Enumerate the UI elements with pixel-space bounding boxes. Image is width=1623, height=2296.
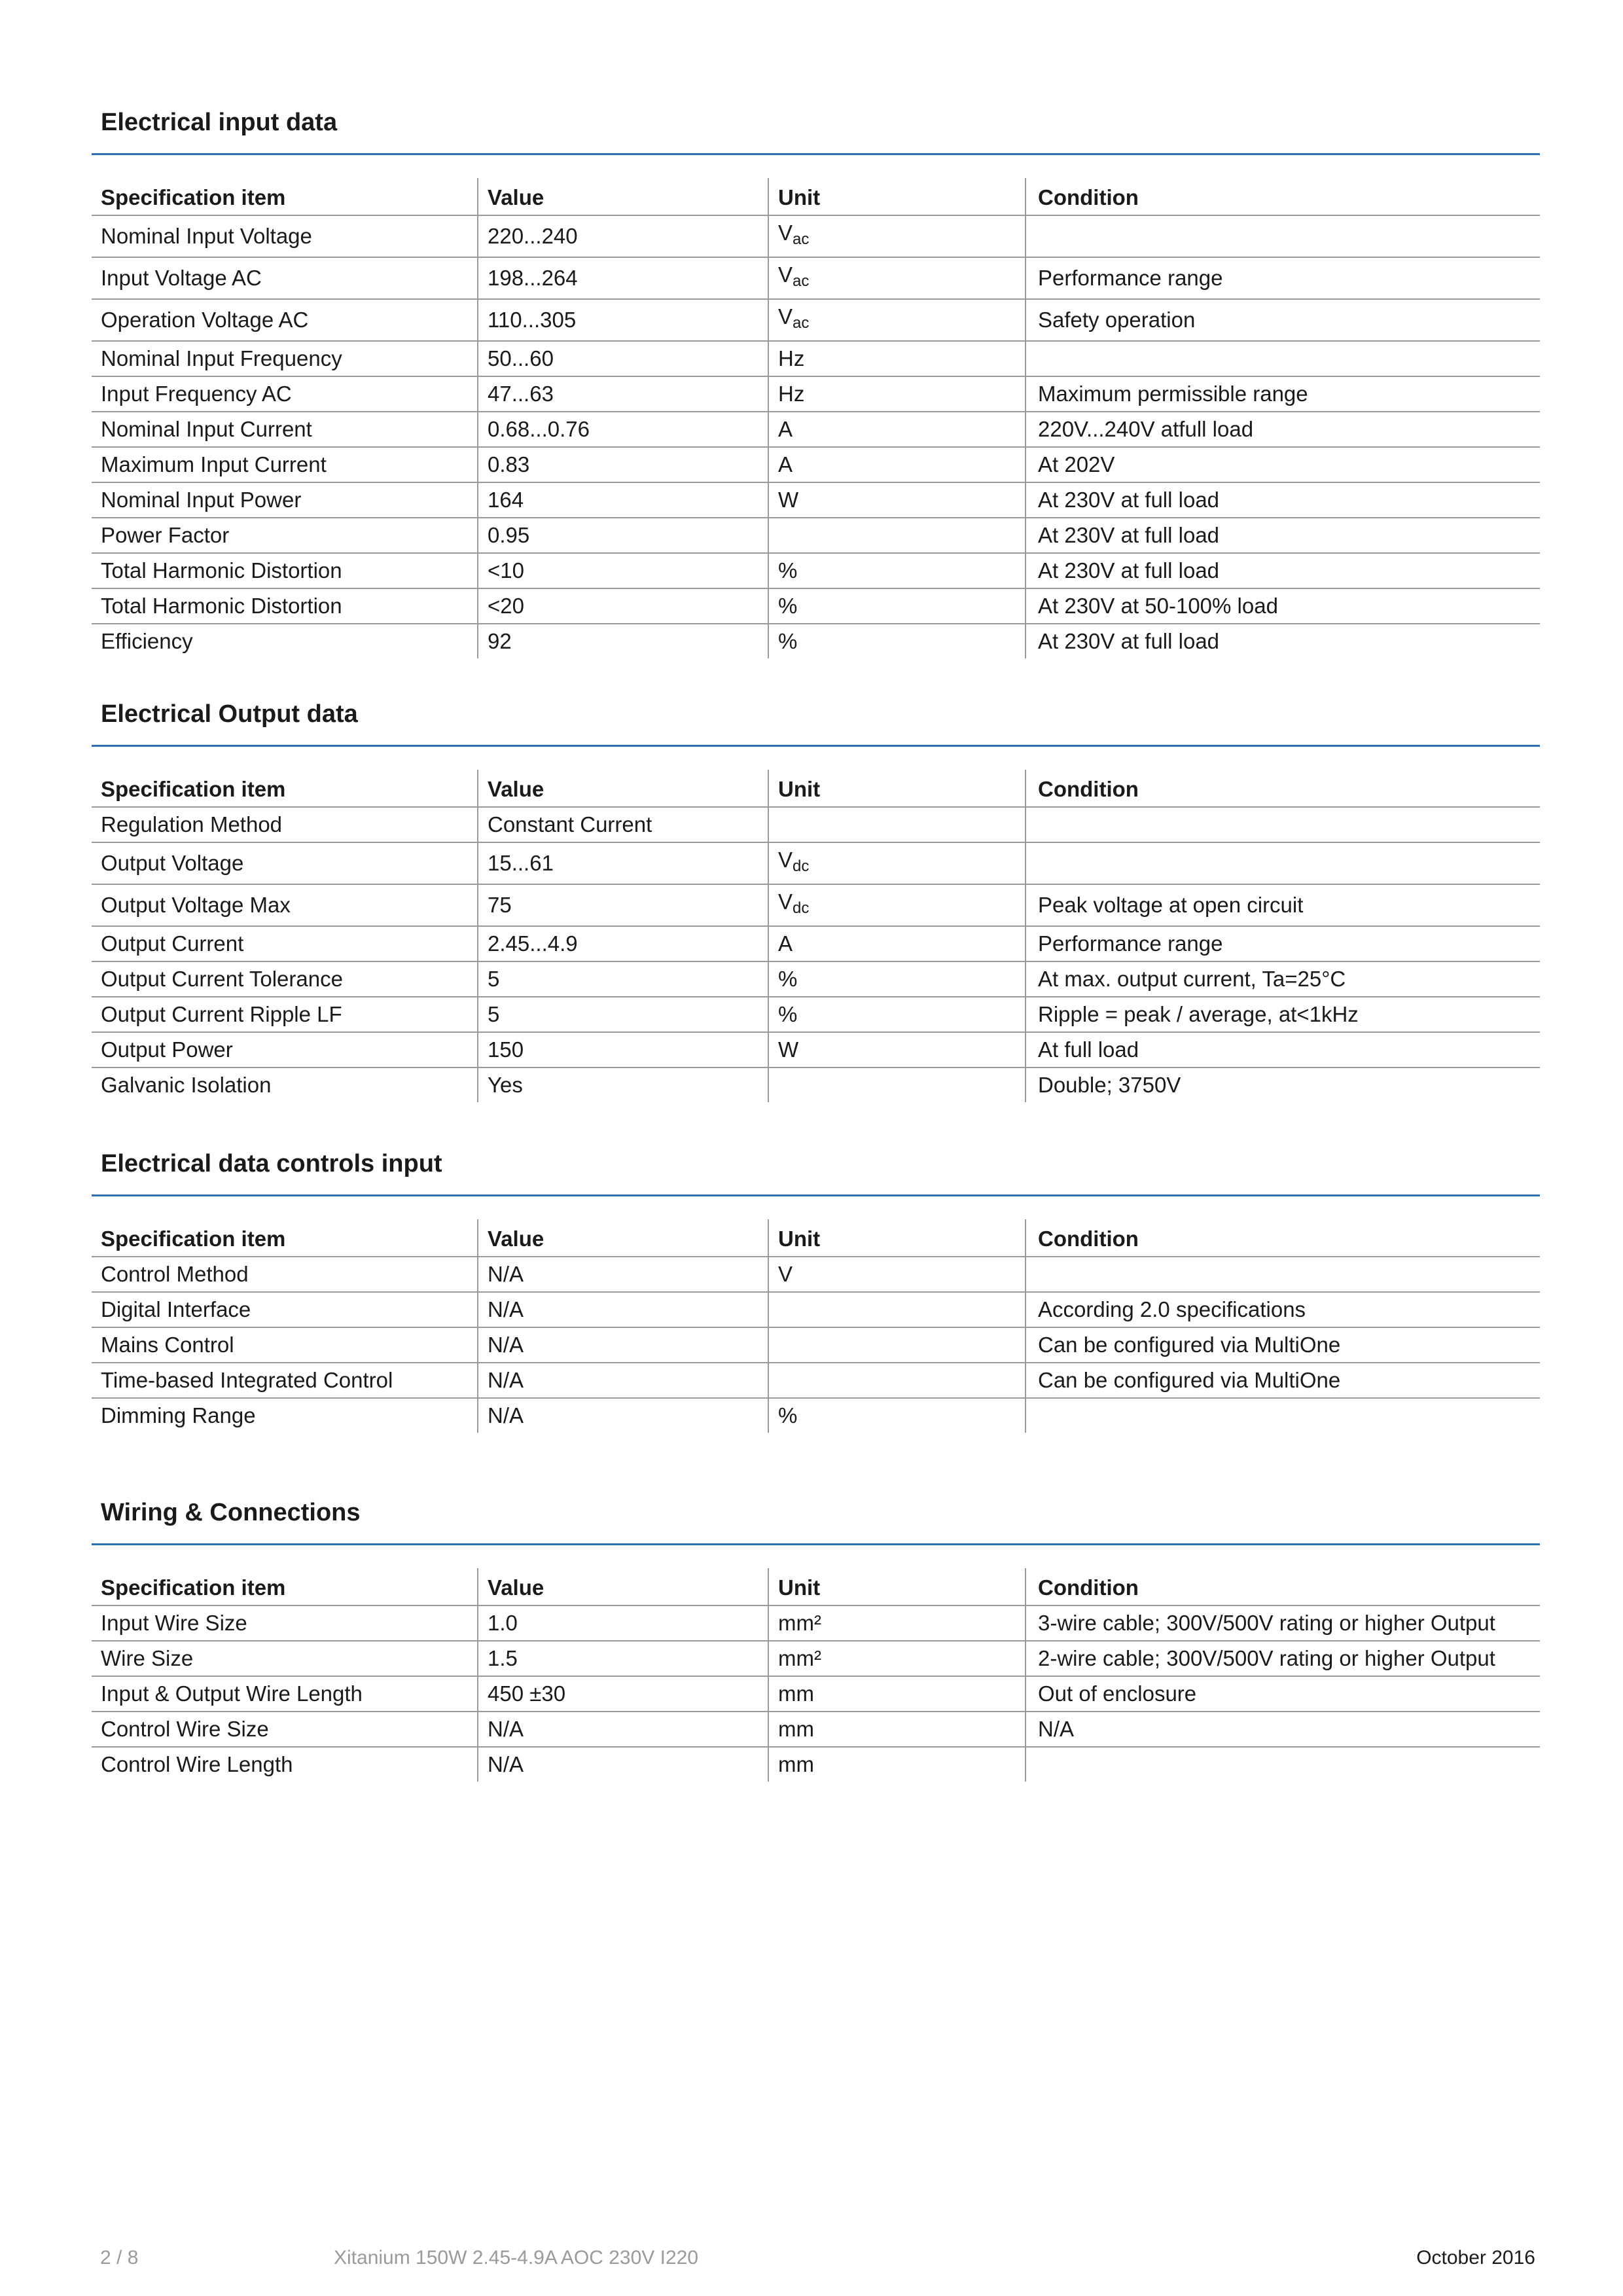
- cell-spec-item: Output Current Tolerance: [92, 961, 478, 997]
- cell-value: 1.0: [478, 1605, 768, 1641]
- cell-unit: Hz: [768, 341, 1026, 376]
- column-header-unit: Unit: [768, 1568, 1026, 1605]
- section-divider: [92, 1543, 1540, 1545]
- cell-spec-item: Mains Control: [92, 1327, 478, 1363]
- cell-value: 75: [478, 884, 768, 926]
- table-row: [92, 624, 1540, 658]
- table-row: [92, 341, 1540, 376]
- table-row: [92, 1747, 1540, 1782]
- section-divider: [92, 745, 1540, 747]
- cell-spec-item: Control Method: [92, 1257, 478, 1292]
- table-row: [92, 1257, 1540, 1292]
- table-row: [92, 1327, 1540, 1363]
- cell-condition: At 230V at 50-100% load: [1026, 588, 1540, 624]
- cell-condition: 220V...240V atfull load: [1026, 412, 1540, 447]
- table-header-row: [92, 178, 1540, 215]
- table-row: [92, 215, 1540, 257]
- cell-value: N/A: [478, 1292, 768, 1327]
- cell-condition: At 230V at full load: [1026, 518, 1540, 553]
- cell-spec-item: Input Voltage AC: [92, 257, 478, 299]
- cell-spec-item: Control Wire Length: [101, 1752, 293, 1776]
- cell-value: 150: [478, 1032, 768, 1067]
- cell-unit: Hz: [768, 376, 1026, 412]
- cell-condition: [1026, 1398, 1540, 1433]
- footer-page-number: 2 / 8: [100, 2247, 139, 2269]
- cell-unit: %: [768, 961, 1026, 997]
- cell-condition: At full load: [1026, 1032, 1540, 1067]
- cell-condition: At 230V at full load: [1026, 553, 1540, 588]
- table-row: [92, 1641, 1540, 1676]
- column-header-spec-item: Specification item: [92, 178, 478, 215]
- cell-spec-item: Regulation Method: [92, 807, 478, 842]
- cell-value: N/A: [478, 1327, 768, 1363]
- cell-condition: At 230V at full load: [1026, 624, 1540, 658]
- cell-value: 92: [478, 624, 768, 658]
- column-header-condition: Condition: [1026, 1568, 1540, 1605]
- cell-unit: %: [768, 997, 1026, 1032]
- cell-unit: %: [768, 588, 1026, 624]
- cell-unit: [768, 807, 1026, 842]
- footer-product-name: Xitanium 150W 2.45-4.9A AOC 230V I220: [334, 2247, 699, 2269]
- section-divider: [92, 153, 1540, 155]
- cell-value: N/A: [478, 1398, 768, 1433]
- section-title: Wiring & Connections: [101, 1499, 361, 1526]
- cell-value: 0.83: [478, 447, 768, 482]
- table-row: [92, 376, 1540, 412]
- table-row: [92, 961, 1540, 997]
- cell-spec-item: Input & Output Wire Length: [92, 1676, 478, 1712]
- table-row: [92, 553, 1540, 588]
- cell-value: 0.95: [478, 518, 768, 553]
- cell-unit: mm²: [768, 1605, 1026, 1641]
- cell-spec-item: Maximum Input Current: [92, 447, 478, 482]
- cell-value: 110...305: [478, 299, 768, 341]
- cell-spec-item: Nominal Input Frequency: [92, 341, 478, 376]
- cell-condition: Safety operation: [1026, 299, 1540, 341]
- cell-condition: Double; 3750V: [1026, 1067, 1540, 1102]
- table-row: [92, 807, 1540, 842]
- cell-spec-item: Output Power: [92, 1032, 478, 1067]
- cell-unit: mm: [768, 1747, 1026, 1782]
- cell-condition: Out of enclosure: [1026, 1676, 1540, 1712]
- table-row: [92, 482, 1540, 518]
- cell-unit: mm: [768, 1676, 1026, 1712]
- cell-spec-item: Input Frequency AC: [92, 376, 478, 412]
- cell-value: N/A: [478, 1257, 768, 1292]
- cell-unit: [768, 1292, 1026, 1327]
- spec-table: [92, 178, 1540, 658]
- cell-condition: Performance range: [1026, 926, 1540, 961]
- column-header-spec-item: Specification item: [92, 770, 478, 807]
- cell-unit: %: [768, 1398, 1026, 1433]
- cell-unit: V: [768, 1257, 1026, 1292]
- cell-spec-item: Power Factor: [92, 518, 478, 553]
- cell-unit: A: [768, 447, 1026, 482]
- cell-spec-item: Output Voltage: [92, 842, 478, 884]
- cell-unit: [768, 1363, 1026, 1398]
- cell-unit: Vac: [768, 299, 1026, 341]
- cell-value: 15...61: [478, 842, 768, 884]
- cell-value: 220...240: [478, 215, 768, 257]
- cell-condition: N/A: [1026, 1712, 1540, 1747]
- section-title: Electrical Output data: [101, 700, 358, 728]
- cell-spec-item: Operation Voltage AC: [92, 299, 478, 341]
- cell-unit: Vac: [768, 257, 1026, 299]
- cell-value: N/A: [478, 1747, 768, 1782]
- cell-unit: Vac: [768, 215, 1026, 257]
- table-row: [92, 997, 1540, 1032]
- cell-value: <20: [478, 588, 768, 624]
- cell-value: 164: [478, 482, 768, 518]
- table-row: [92, 1363, 1540, 1398]
- cell-condition: Can be configured via MultiOne: [1026, 1327, 1540, 1363]
- table-row: [92, 1398, 1540, 1433]
- cell-unit: [768, 1067, 1026, 1102]
- table-row: [92, 1032, 1540, 1067]
- cell-condition: [1026, 215, 1540, 257]
- cell-value: 450 ±30: [478, 1676, 768, 1712]
- table-row: [92, 884, 1540, 926]
- table-row: [92, 518, 1540, 553]
- column-header-unit: Unit: [768, 1219, 1026, 1257]
- cell-condition: According 2.0 specifications: [1026, 1292, 1540, 1327]
- section-title: Electrical input data: [101, 109, 338, 136]
- cell-spec-item: Control Wire Size: [92, 1712, 478, 1747]
- cell-condition: [1026, 341, 1540, 376]
- cell-value: 198...264: [478, 257, 768, 299]
- cell-condition: Peak voltage at open circuit: [1026, 884, 1540, 926]
- cell-unit: %: [768, 553, 1026, 588]
- cell-spec-item: Nominal Input Power: [92, 482, 478, 518]
- table-row: [92, 842, 1540, 884]
- cell-value: N/A: [478, 1712, 768, 1747]
- cell-value: Yes: [478, 1067, 768, 1102]
- cell-spec-item: Nominal Input Current: [92, 412, 478, 447]
- cell-value: 2.45...4.9: [478, 926, 768, 961]
- cell-unit: [768, 518, 1026, 553]
- footer-date: October 2016: [1416, 2247, 1535, 2269]
- table-header-row: [92, 770, 1540, 807]
- table-row: [92, 588, 1540, 624]
- cell-value: 5: [478, 961, 768, 997]
- table-row: [92, 1067, 1540, 1102]
- column-header-unit: Unit: [768, 178, 1026, 215]
- table-row: [92, 412, 1540, 447]
- cell-condition: 3-wire cable; 300V/500V rating or higher Output: [1026, 1605, 1540, 1641]
- table-row: [92, 447, 1540, 482]
- column-header-condition: Condition: [1026, 770, 1540, 807]
- cell-value: <10: [478, 553, 768, 588]
- cell-spec-item: Output Current: [92, 926, 478, 961]
- column-header-value: Value: [478, 178, 768, 215]
- cell-spec-item: Output Voltage Max: [92, 884, 478, 926]
- cell-condition: 2-wire cable; 300V/500V rating or higher Output: [1026, 1641, 1540, 1676]
- cell-condition: [1026, 807, 1540, 842]
- cell-spec-item: Digital Interface: [92, 1292, 478, 1327]
- cell-unit: W: [768, 482, 1026, 518]
- cell-spec-item: Nominal Input Voltage: [92, 215, 478, 257]
- spec-table: [92, 1219, 1540, 1433]
- table-row: [92, 1712, 1540, 1747]
- table-row: [92, 257, 1540, 299]
- table-row: [92, 1292, 1540, 1327]
- column-header-value: Value: [478, 770, 768, 807]
- section-title: Electrical data controls input: [101, 1150, 442, 1177]
- cell-condition: At 230V at full load: [1026, 482, 1540, 518]
- cell-value: 1.5: [478, 1641, 768, 1676]
- cell-spec-item: Output Current Ripple LF: [92, 997, 478, 1032]
- cell-value: 0.68...0.76: [478, 412, 768, 447]
- cell-condition: Performance range: [1026, 257, 1540, 299]
- cell-spec-item: Wire Size: [92, 1641, 478, 1676]
- table-row: [92, 299, 1540, 341]
- cell-condition: [1026, 1257, 1540, 1292]
- cell-condition: Can be configured via MultiOne: [1026, 1363, 1540, 1398]
- cell-spec-item: Total Harmonic Distortion: [92, 588, 478, 624]
- table-header-row: [92, 1568, 1540, 1605]
- column-header-spec-item: Specification item: [92, 1568, 478, 1605]
- cell-condition: [1026, 842, 1540, 884]
- cell-value: 47...63: [478, 376, 768, 412]
- column-header-condition: Condition: [1026, 178, 1540, 215]
- cell-condition: [1026, 1747, 1540, 1782]
- cell-unit: A: [768, 412, 1026, 447]
- cell-unit: mm: [768, 1712, 1026, 1747]
- cell-spec-item: Galvanic Isolation: [101, 1073, 272, 1097]
- column-header-value: Value: [478, 1219, 768, 1257]
- table-row: [92, 1605, 1540, 1641]
- cell-spec-item: Time-based Integrated Control: [92, 1363, 478, 1398]
- cell-unit: Vdc: [768, 842, 1026, 884]
- cell-spec-item: Input Wire Size: [92, 1605, 478, 1641]
- cell-spec-item: Efficiency: [101, 629, 193, 653]
- spec-table: [92, 1568, 1540, 1782]
- cell-value: Constant Current: [478, 807, 768, 842]
- column-header-value: Value: [478, 1568, 768, 1605]
- cell-condition: At max. output current, Ta=25°C: [1026, 961, 1540, 997]
- cell-value: 5: [478, 997, 768, 1032]
- cell-unit: mm²: [768, 1641, 1026, 1676]
- section-divider: [92, 1194, 1540, 1196]
- column-header-unit: Unit: [768, 770, 1026, 807]
- cell-spec-item: Dimming Range: [101, 1403, 256, 1427]
- cell-value: 50...60: [478, 341, 768, 376]
- cell-unit: A: [768, 926, 1026, 961]
- cell-unit: W: [768, 1032, 1026, 1067]
- table-header-row: [92, 1219, 1540, 1257]
- cell-condition: Maximum permissible range: [1026, 376, 1540, 412]
- cell-unit: %: [768, 624, 1026, 658]
- table-row: [92, 1676, 1540, 1712]
- table-row: [92, 926, 1540, 961]
- cell-spec-item: Total Harmonic Distortion: [92, 553, 478, 588]
- column-header-spec-item: Specification item: [92, 1219, 478, 1257]
- cell-unit: [768, 1327, 1026, 1363]
- column-header-condition: Condition: [1026, 1219, 1540, 1257]
- cell-unit: Vdc: [768, 884, 1026, 926]
- cell-condition: At 202V: [1026, 447, 1540, 482]
- spec-table: [92, 770, 1540, 1102]
- cell-value: N/A: [478, 1363, 768, 1398]
- cell-condition: Ripple = peak / average, at<1kHz: [1026, 997, 1540, 1032]
